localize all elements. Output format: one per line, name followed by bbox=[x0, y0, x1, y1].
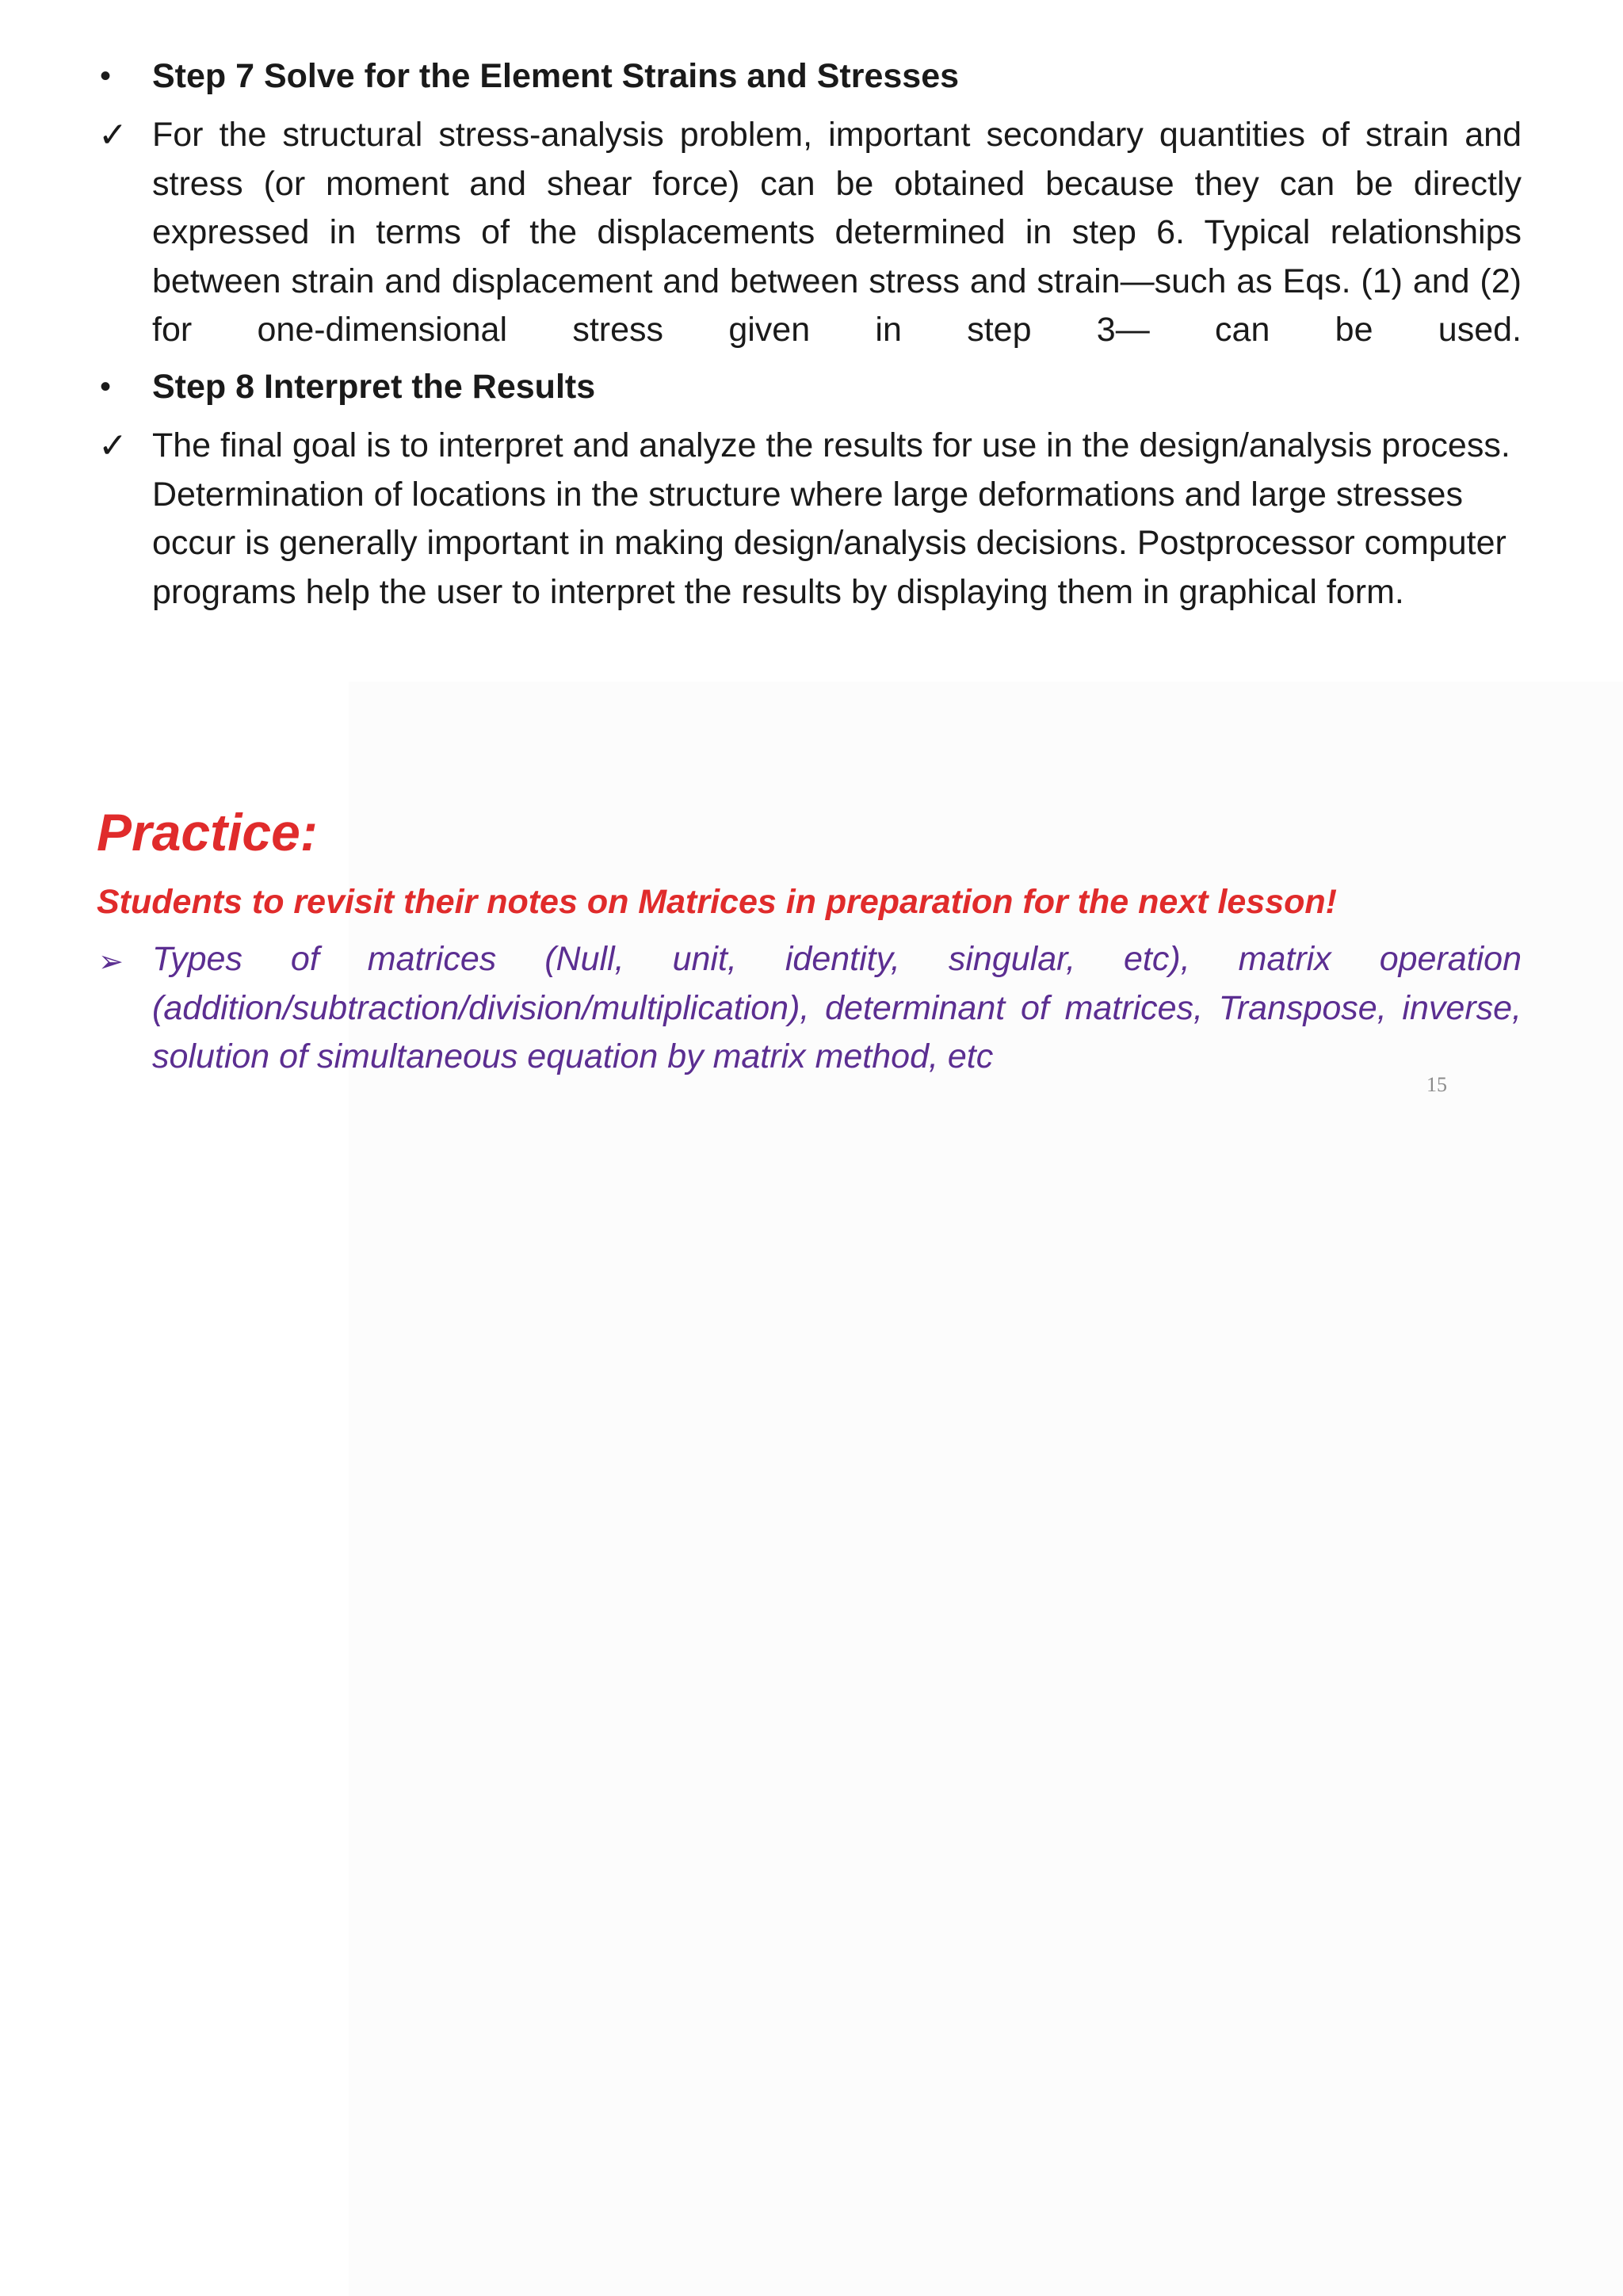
step8-body: The final goal is to interpret and analyze the results for use in the design/analysis process. Determination of locations in the structure where large deformations and large stresses occur is generally important in making design/analysis decisions. Postprocessor computer programs help the user to interpret the results by displaying them in graphical form. bbox=[152, 426, 1510, 611]
bullet-icon: • bbox=[100, 59, 112, 94]
checkmark-icon: ✓ bbox=[98, 116, 128, 155]
bullet-icon: • bbox=[100, 369, 112, 404]
practice-title: Practice: bbox=[97, 803, 318, 861]
checkmark-icon: ✓ bbox=[98, 426, 128, 465]
step8-heading: Step 8 Interpret the Results bbox=[152, 368, 596, 406]
page-number: 15 bbox=[1426, 1073, 1447, 1096]
arrow-bullet-icon: ➢ bbox=[98, 946, 124, 979]
practice-subtitle: Students to revisit their notes on Matrices in preparation for the next lesson! bbox=[97, 883, 1337, 921]
practice-item: Types of matrices (Null, unit, identity, singular, etc), matrix operation (addition/subtraction/division/multiplication), determinant of matrices, Transpose, inverse, solution of simultaneous equation by matrix method, etc bbox=[152, 940, 1522, 1075]
step7-heading: Step 7 Solve for the Element Strains and Stresses bbox=[152, 57, 960, 95]
step7-body: For the structural stress-analysis problem, important secondary quantities of strain and stress (or moment and shear force) can be obtained because they can be directly expressed in terms of the displacements determined in step 6. Typical relationships between strain and displacement and between stress and strain—such as Eqs. (1) and (2) for one-dimensional stress given in step 3— can be used. bbox=[152, 116, 1522, 349]
